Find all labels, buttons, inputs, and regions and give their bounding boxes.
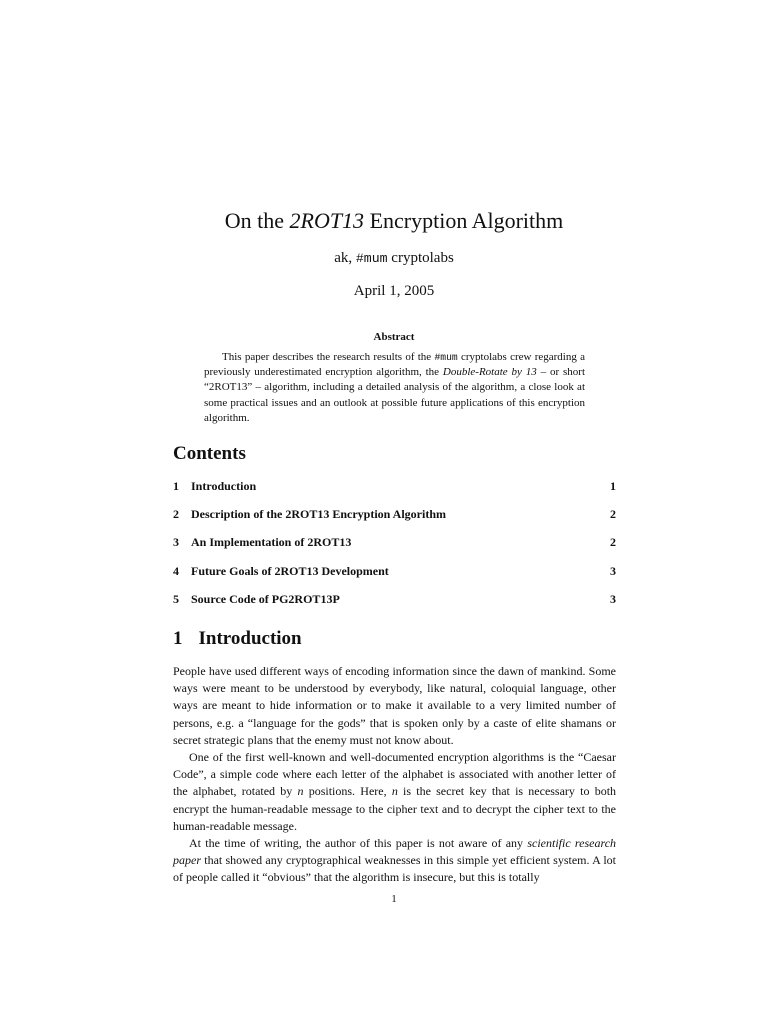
- variable-n: n: [391, 784, 398, 799]
- toc-number: 3: [173, 535, 179, 549]
- page-number: 1: [391, 893, 397, 905]
- paragraph-text: At the time of writing, the author of this paper is not aware of any: [189, 836, 524, 851]
- author-line: [0, 250, 768, 267]
- abstract-text: [204, 350, 585, 426]
- contents-heading: Contents: [173, 443, 246, 464]
- paragraph-text: that showed any cryptographical weaknesses in this simple yet efficient system. A lot of people called it “obvious” that the algorithm is insecure, but this is totally: [173, 853, 617, 885]
- paper-title: [0, 207, 768, 235]
- toc-label: Description of the 2ROT13 Encryption Algorithm: [191, 507, 446, 521]
- toc-entry[interactable]: [173, 564, 616, 579]
- toc-label: An Implementation of 2ROT13: [191, 535, 352, 549]
- abstract-emphasis: Double-Rotate by 13: [442, 366, 537, 379]
- toc-number: 5: [173, 592, 179, 606]
- toc-entry[interactable]: [173, 507, 616, 522]
- toc-number: 2: [173, 507, 179, 521]
- toc-entry[interactable]: [173, 535, 616, 550]
- paragraph: People have used different ways of encoding information since the dawn of mankind. Some ways were meant to be understood by everybody, like natural, coloquial language, other ways are meant to hide information or to make it available to a very limited number of persons, e.g. a “language for the gods” that is spoken only by a caste of elite shamans or secret strategic plans that the enemy must not know about.: [173, 664, 616, 747]
- title-prefix: On the: [224, 208, 284, 233]
- toc-number: 4: [173, 564, 179, 578]
- abstract-group: #mum: [434, 352, 458, 363]
- author-name: ak,: [334, 250, 353, 266]
- paragraph-text: positions. Here,: [308, 784, 387, 799]
- section-number: 1: [173, 628, 183, 649]
- toc-label: Source Code of PG2ROT13P: [191, 592, 340, 606]
- section-title-text: Introduction: [198, 628, 302, 649]
- abstract-part-2: cryptolabs crew regarding a previously underestimated encryption algorithm, the: [204, 351, 586, 379]
- paragraph: [173, 749, 616, 835]
- toc-page: 3: [610, 592, 616, 606]
- author-group: #mum: [355, 251, 388, 266]
- toc-number: 1: [173, 479, 179, 493]
- toc-page: 2: [610, 535, 616, 549]
- paragraph: [173, 835, 616, 887]
- abstract-part-1: This paper describes the research results of the: [222, 351, 432, 363]
- toc-page: 2: [610, 507, 616, 521]
- author-affiliation: cryptolabs: [391, 250, 454, 266]
- toc-page: 1: [610, 479, 616, 493]
- toc-page: 3: [610, 564, 616, 578]
- variable-n: n: [297, 784, 304, 799]
- paragraph-text: is the secret key that is necessary to both encrypt the human-readable message to the cipher text and to decrypt the cipher text to the human-readable message.: [173, 784, 617, 833]
- abstract-part-3: – or short “2ROT13” – algorithm, including a detailed analysis of the algorithm, a close look at some practical issues and an outlook at possible future applications of this encryption algorithm.: [204, 366, 586, 424]
- section-body: [173, 663, 616, 887]
- toc-label: Future Goals of 2ROT13 Development: [191, 564, 389, 578]
- paper-date: April 1, 2005: [353, 283, 435, 299]
- section-heading: [173, 628, 302, 650]
- abstract-heading: Abstract: [373, 331, 415, 343]
- toc-entry[interactable]: [173, 479, 616, 494]
- paragraph-text: One of the first well-known and well-documented encryption algorithms is the “Caesar Code”, a simple code where each letter of the alphabet is associated with another letter of the alphabet, rotated by: [173, 750, 616, 799]
- emphasis: scientific research paper: [173, 836, 617, 868]
- toc-label: Introduction: [191, 479, 257, 493]
- title-suffix: Encryption Algorithm: [369, 208, 564, 233]
- title-algorithm-name: 2ROT13: [289, 208, 365, 233]
- toc-entry[interactable]: [173, 592, 616, 607]
